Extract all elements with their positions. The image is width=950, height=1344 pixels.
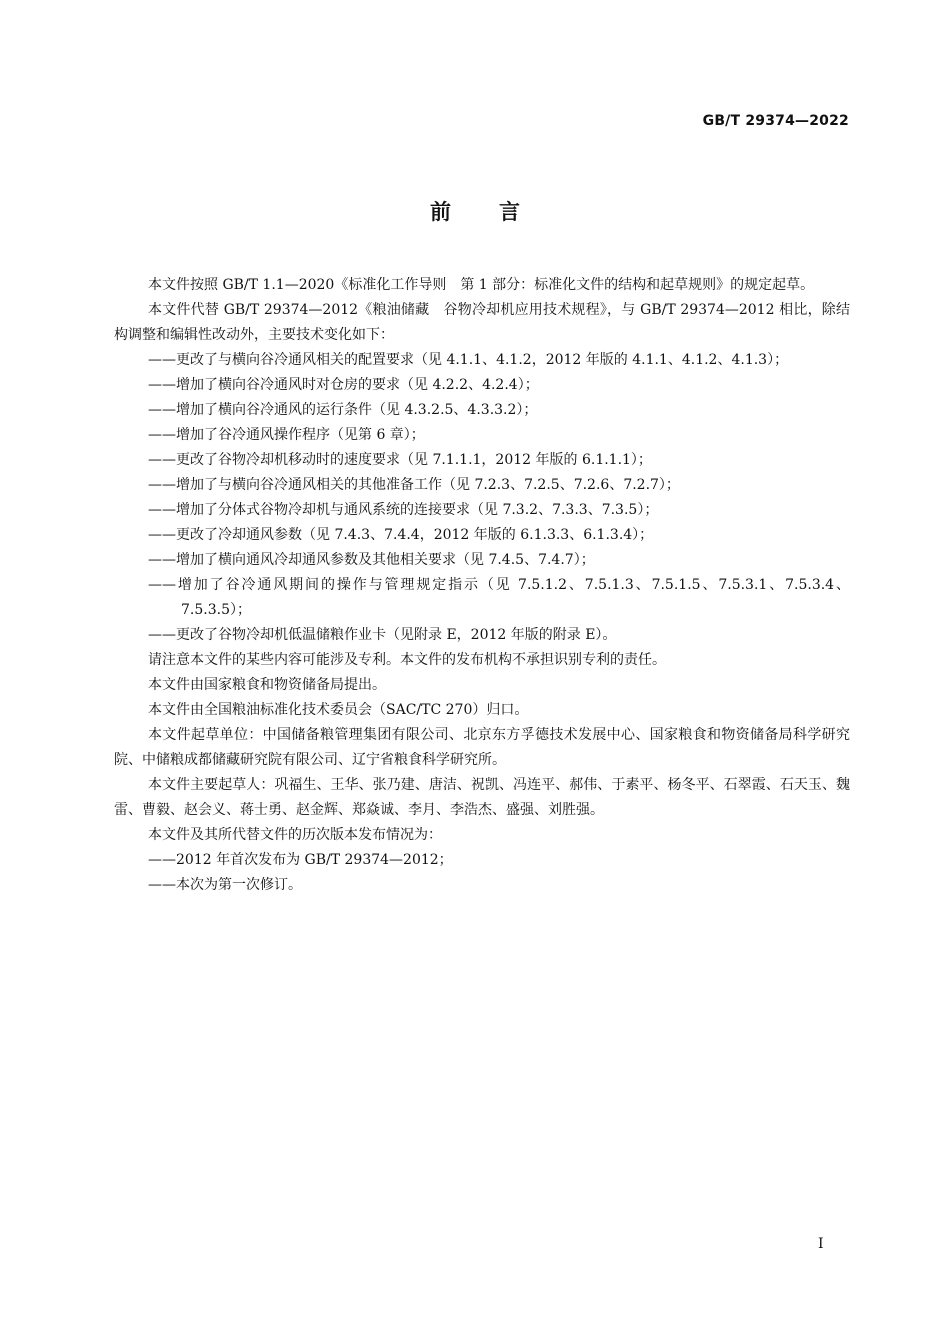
- list-item: ——增加了横向通风冷却通风参数及其他相关要求（见 7.4.5、7.4.7）；: [148, 552, 595, 568]
- paragraph: 本文件代替 GB/T 29374—2012《粮油储藏 谷物冷却机应用技术规程》，与 GB/T 29374—2012 相比，除结构调整和编辑性改动外，主要技术变化如下：: [114, 302, 850, 343]
- paragraph: 本文件由国家粮食和物资储备局提出。: [148, 677, 386, 693]
- list-item: ——增加了谷冷通风期间的操作与管理规定指示（见 7.5.1.2、7.5.1.3、7.5.1.5、7.5.3.1、7.5.3.4、7.5.3.5）；: [148, 577, 850, 618]
- document-body: [114, 273, 850, 898]
- list-item: ——增加了与横向谷冷通风相关的其他准备工作（见 7.2.3、7.2.5、7.2.6、7.2.7）；: [148, 477, 680, 493]
- list-item: ——更改了谷物冷却机移动时的速度要求（见 7.1.1.1，2012 年版的 6.1.1.1）；: [148, 452, 652, 468]
- list-item: ——增加了横向谷冷通风时对仓房的要求（见 4.2.2、4.2.4）；: [148, 377, 539, 393]
- page-title: 前言: [430, 200, 568, 224]
- list-item: ——更改了冷却通风参数（见 7.4.3、7.4.4，2012 年版的 6.1.3.3、6.1.3.4）；: [148, 527, 654, 543]
- paragraph: 本文件由全国粮油标准化技术委员会（SAC/TC 270）归口。: [148, 702, 529, 718]
- list-item: ——2012 年首次发布为 GB/T 29374—2012；: [148, 852, 453, 868]
- paragraph: 本文件及其所代替文件的历次版本发布情况为：: [148, 827, 442, 843]
- paragraph: 本文件起草单位：中国储备粮管理集团有限公司、北京东方孚德技术发展中心、国家粮食和物资储备局科学研究院、中储粮成都储藏研究院有限公司、辽宁省粮食科学研究所。: [114, 727, 850, 768]
- list-item: ——增加了横向谷冷通风的运行条件（见 4.3.2.5、4.3.3.2）；: [148, 402, 538, 418]
- list-item: ——增加了分体式谷物冷却机与通风系统的连接要求（见 7.3.2、7.3.3、7.3.5）；: [148, 502, 659, 518]
- standard-number: GB/T 29374—2022: [702, 113, 849, 129]
- paragraph: 本文件按照 GB/T 1.1—2020《标准化工作导则 第 1 部分：标准化文件的结构和起草规则》的规定起草。: [148, 277, 815, 293]
- paragraph: 请注意本文件的某些内容可能涉及专利。本文件的发布机构不承担识别专利的责任。: [148, 652, 666, 668]
- list-item: ——增加了谷冷通风操作程序（见第 6 章）；: [148, 427, 425, 443]
- list-item: ——本次为第一次修订。: [148, 877, 302, 893]
- list-item: ——更改了谷物冷却机低温储粮作业卡（见附录 E，2012 年版的附录 E）。: [148, 627, 617, 643]
- page-number: I: [818, 1236, 824, 1252]
- list-item: ——更改了与横向谷冷通风相关的配置要求（见 4.1.1、4.1.2，2012 年版的 4.1.1、4.1.2、4.1.3）；: [148, 352, 789, 368]
- paragraph: 本文件主要起草人：巩福生、王华、张乃建、唐洁、祝凯、冯连平、郝伟、于素平、杨冬平、石翠霞、石天玉、魏雷、曹毅、赵会义、蒋士勇、赵金辉、郑焱诚、李月、李浩杰、盛强、刘胜强。: [114, 777, 850, 818]
